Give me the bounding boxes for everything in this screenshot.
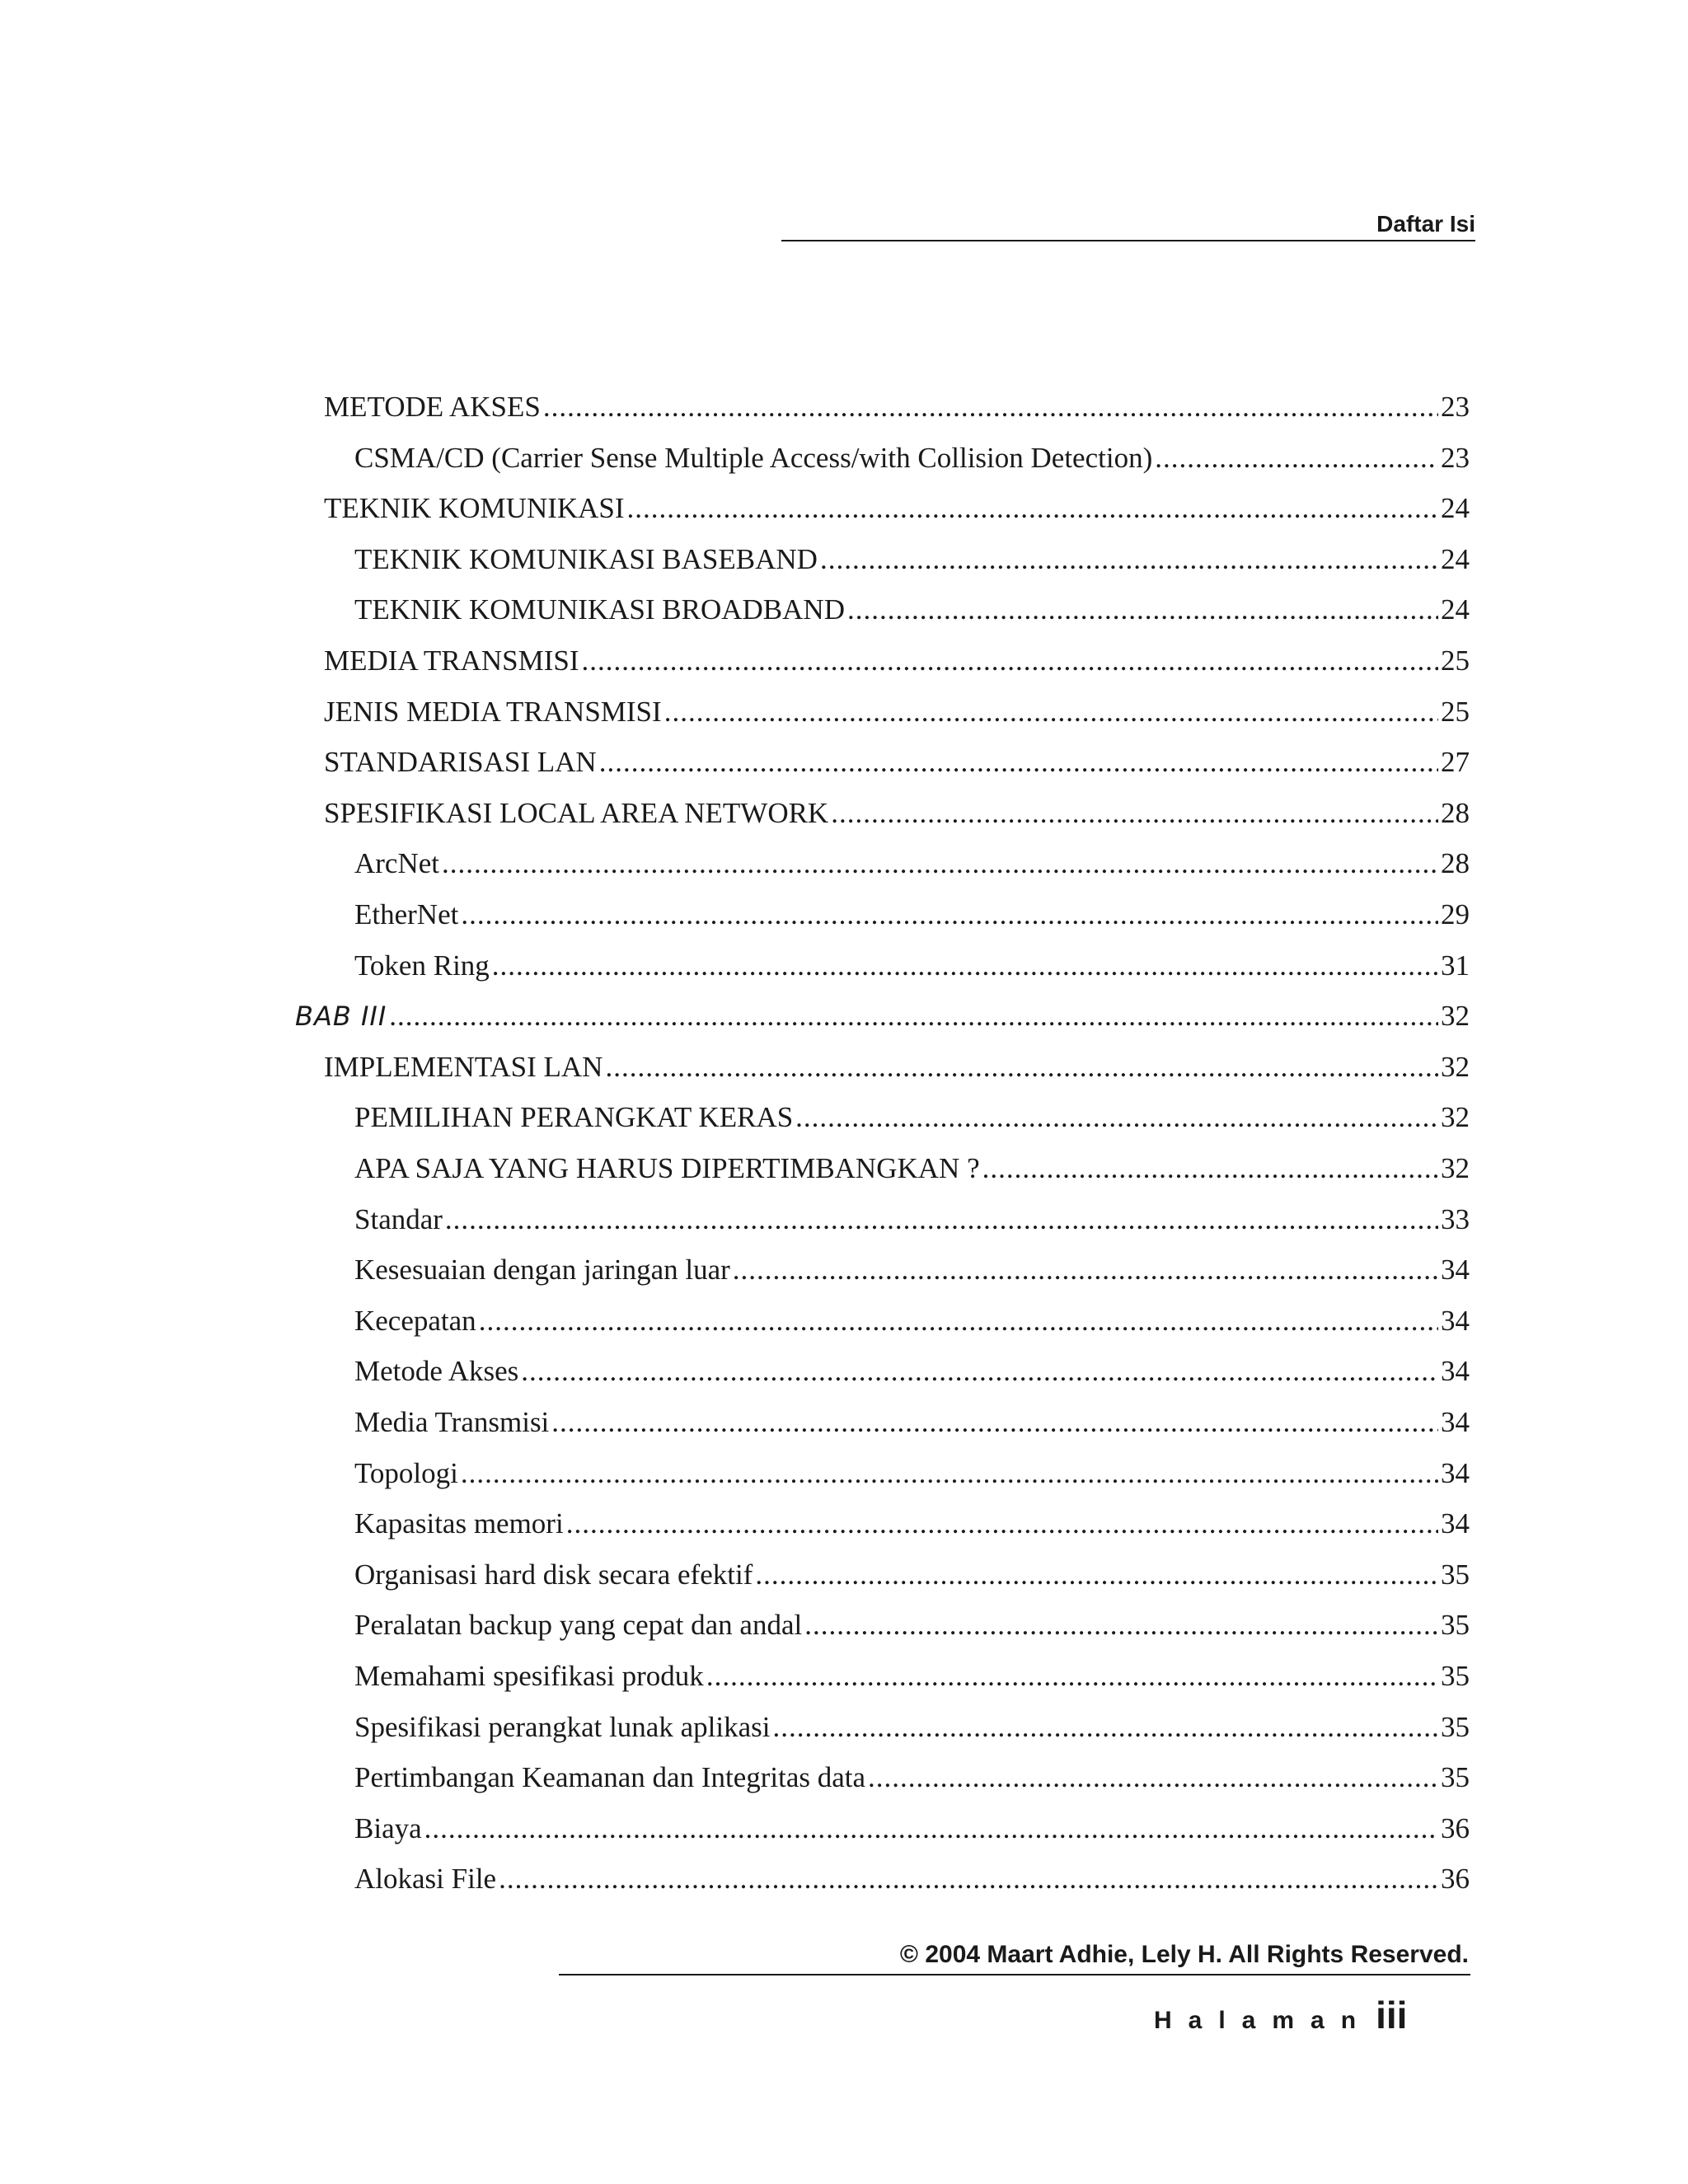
toc-entry[interactable] — [324, 1051, 1470, 1084]
toc-page-number: 34 — [1441, 1254, 1470, 1286]
toc-entry[interactable] — [354, 1660, 1470, 1693]
toc-entry[interactable] — [295, 1000, 1470, 1033]
toc-entry-title: Memahami spesifikasi produk — [354, 1660, 704, 1692]
toc-page-number: 23 — [1441, 442, 1470, 474]
toc-page-number: 35 — [1441, 1711, 1470, 1743]
toc-entry[interactable] — [354, 1406, 1470, 1439]
toc-entry-title: Standar — [354, 1203, 443, 1235]
toc-entry-title: Media Transmisi — [354, 1406, 550, 1438]
toc-dot-leader — [772, 1711, 1438, 1744]
toc-page-number: 24 — [1441, 492, 1470, 524]
toc-entry[interactable] — [354, 1457, 1470, 1490]
page-number: iii — [1376, 1994, 1408, 2036]
toc-dot-leader — [543, 391, 1438, 424]
toc-dot-leader — [1155, 442, 1438, 475]
toc-page-number: 34 — [1441, 1355, 1470, 1387]
toc-page-number: 35 — [1441, 1660, 1470, 1692]
toc-page-number: 35 — [1441, 1761, 1470, 1793]
toc-dot-leader — [424, 1812, 1438, 1845]
page-word: Halaman — [1154, 2007, 1373, 2034]
toc-dot-leader — [820, 543, 1438, 576]
toc-page-number: 29 — [1441, 898, 1470, 930]
toc-entry[interactable] — [354, 1152, 1470, 1185]
toc-entry[interactable] — [354, 1101, 1470, 1134]
toc-dot-leader — [551, 1406, 1438, 1439]
toc-dot-leader — [627, 492, 1438, 525]
toc-page-number: 34 — [1441, 1305, 1470, 1337]
toc-entry-title: TEKNIK KOMUNIKASI BASEBAND — [354, 543, 818, 575]
toc-dot-leader — [847, 593, 1438, 626]
toc-dot-leader — [461, 1457, 1438, 1490]
toc-dot-leader — [804, 1609, 1438, 1642]
toc-page-number: 33 — [1441, 1203, 1470, 1235]
page-number-label — [1154, 1993, 1407, 2037]
toc-entry[interactable] — [354, 442, 1470, 475]
toc-dot-leader — [389, 1000, 1438, 1033]
toc-dot-leader — [445, 1203, 1438, 1236]
toc-entry-title: EtherNet — [354, 898, 459, 930]
toc-entry[interactable] — [324, 696, 1470, 729]
toc-dot-leader — [599, 746, 1438, 779]
toc-entry[interactable] — [354, 1863, 1470, 1896]
toc-entry[interactable] — [354, 1761, 1470, 1794]
toc-dot-leader — [982, 1152, 1438, 1185]
toc-page-number: 32 — [1441, 1051, 1470, 1083]
toc-entry-title: Kecepatan — [354, 1305, 476, 1337]
toc-entry[interactable] — [354, 543, 1470, 576]
toc-page-number: 24 — [1441, 593, 1470, 626]
toc-dot-leader — [442, 847, 1438, 880]
toc-entry[interactable] — [354, 1609, 1470, 1642]
copyright-notice: © 2004 Maart Adhie, Lely H. All Rights Reserved. — [899, 1941, 1469, 1968]
toc-dot-leader — [492, 949, 1438, 982]
toc-entry[interactable] — [354, 1305, 1470, 1338]
toc-page-number: 35 — [1441, 1609, 1470, 1641]
toc-entry[interactable] — [324, 746, 1470, 779]
toc-dot-leader — [795, 1101, 1438, 1134]
toc-page-number: 31 — [1441, 949, 1470, 982]
toc-entry[interactable] — [354, 1355, 1470, 1388]
toc-entry[interactable] — [324, 797, 1470, 830]
toc-entry-title: TEKNIK KOMUNIKASI — [324, 492, 625, 524]
toc-entry-title: CSMA/CD (Carrier Sense Multiple Access/with Collision Detection) — [354, 442, 1153, 474]
toc-entry-title: Peralatan backup yang cepat dan andal — [354, 1609, 803, 1641]
toc-dot-leader — [706, 1660, 1438, 1693]
toc-entry[interactable] — [354, 1558, 1470, 1591]
toc-entry[interactable] — [354, 898, 1470, 931]
toc-entry-title: Organisasi hard disk secara efektif — [354, 1558, 753, 1591]
toc-entry-title: Kesesuaian dengan jaringan luar — [354, 1254, 730, 1286]
toc-entry-title: Spesifikasi perangkat lunak aplikasi — [354, 1711, 771, 1743]
toc-page-number: 36 — [1441, 1863, 1470, 1895]
toc-page-number: 23 — [1441, 391, 1470, 423]
toc-entry-title: IMPLEMENTASI LAN — [324, 1051, 603, 1083]
toc-page-number: 35 — [1441, 1558, 1470, 1591]
toc-dot-leader — [582, 644, 1438, 677]
toc-entry[interactable] — [324, 492, 1470, 525]
toc-page-number: 34 — [1441, 1406, 1470, 1438]
toc-dot-leader — [461, 898, 1438, 931]
toc-dot-leader — [831, 797, 1438, 830]
toc-page-number: 25 — [1441, 644, 1470, 677]
table-of-contents — [0, 391, 1688, 1907]
toc-dot-leader — [868, 1761, 1438, 1794]
toc-entry[interactable] — [324, 644, 1470, 677]
toc-entry[interactable] — [354, 847, 1470, 880]
toc-dot-leader — [521, 1355, 1438, 1388]
toc-dot-leader — [566, 1507, 1438, 1540]
header-divider — [781, 240, 1475, 241]
toc-entry-title: TEKNIK KOMUNIKASI BROADBAND — [354, 593, 845, 626]
footer-divider — [559, 1974, 1470, 1975]
toc-page-number: 32 — [1441, 1000, 1470, 1032]
toc-page-number: 34 — [1441, 1457, 1470, 1489]
toc-entry[interactable] — [324, 391, 1470, 424]
toc-entry[interactable] — [354, 949, 1470, 982]
section-title: Daftar Isi — [1376, 211, 1475, 237]
toc-entry-title: BAB III — [295, 1001, 387, 1032]
toc-page-number: 36 — [1441, 1812, 1470, 1844]
toc-entry[interactable] — [354, 593, 1470, 626]
toc-entry-title: Token Ring — [354, 949, 490, 982]
toc-entry-title: STANDARISASI LAN — [324, 746, 597, 778]
toc-entry-title: JENIS MEDIA TRANSMISI — [324, 696, 662, 728]
toc-entry-title: METODE AKSES — [324, 391, 541, 423]
toc-entry-title: Kapasitas memori — [354, 1507, 564, 1540]
toc-page-number: 32 — [1441, 1152, 1470, 1184]
toc-entry-title: Alokasi File — [354, 1863, 497, 1895]
toc-entry[interactable] — [354, 1711, 1470, 1744]
toc-page-number: 27 — [1441, 746, 1470, 778]
toc-entry-title: PEMILIHAN PERANGKAT KERAS — [354, 1101, 794, 1133]
toc-entry-title: Biaya — [354, 1812, 422, 1844]
toc-entry[interactable] — [354, 1203, 1470, 1236]
toc-page-number: 24 — [1441, 543, 1470, 575]
toc-dot-leader — [755, 1558, 1438, 1591]
toc-entry-title: ArcNet — [354, 847, 440, 879]
toc-page-number: 28 — [1441, 847, 1470, 879]
toc-entry[interactable] — [354, 1254, 1470, 1286]
toc-dot-leader — [664, 696, 1438, 729]
toc-dot-leader — [499, 1863, 1438, 1896]
toc-page-number: 28 — [1441, 797, 1470, 829]
toc-page-number: 25 — [1441, 696, 1470, 728]
toc-page-number: 34 — [1441, 1507, 1470, 1540]
toc-page-number: 32 — [1441, 1101, 1470, 1133]
toc-entry-title: MEDIA TRANSMISI — [324, 644, 579, 677]
toc-dot-leader — [733, 1254, 1438, 1286]
toc-entry-title: APA SAJA YANG HARUS DIPERTIMBANGKAN ? — [354, 1152, 980, 1184]
toc-dot-leader — [479, 1305, 1438, 1338]
toc-dot-leader — [605, 1051, 1438, 1084]
toc-entry-title: Topologi — [354, 1457, 458, 1489]
toc-entry[interactable] — [354, 1507, 1470, 1540]
toc-entry-title: SPESIFIKASI LOCAL AREA NETWORK — [324, 797, 829, 829]
toc-entry[interactable] — [354, 1812, 1470, 1845]
toc-entry-title: Metode Akses — [354, 1355, 519, 1387]
toc-entry-title: Pertimbangan Keamanan dan Integritas data — [354, 1761, 866, 1793]
